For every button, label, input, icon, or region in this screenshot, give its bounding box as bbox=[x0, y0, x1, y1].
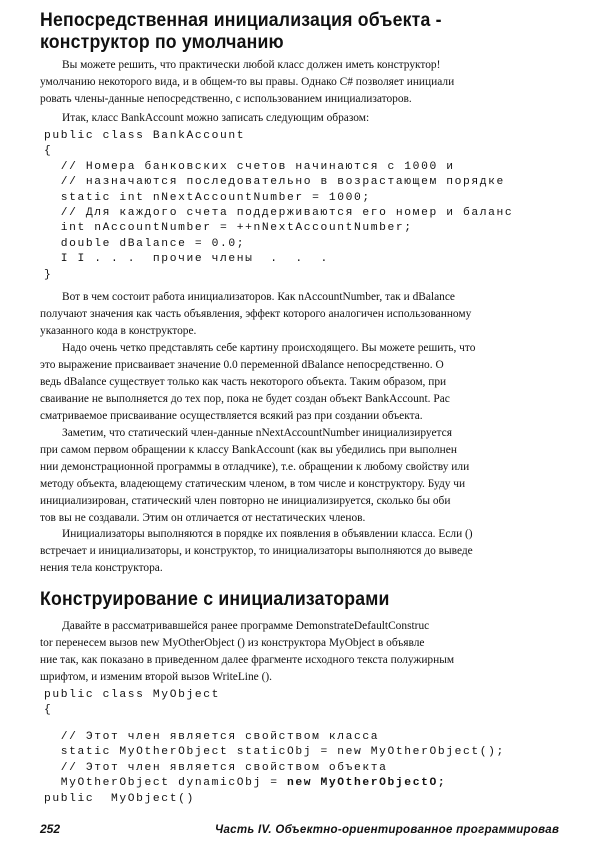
text-line: ние так, как показано в приведенном далее фрагменте исходного текста полужирным bbox=[40, 654, 455, 666]
code-line: // Этот член является свойством объекта bbox=[44, 761, 388, 774]
code-line: I I . . . прочие члены . . . bbox=[44, 253, 329, 266]
paragraph-static-member bbox=[40, 425, 570, 527]
code-line: { bbox=[44, 145, 53, 158]
code-line: public class BankAccount bbox=[44, 130, 246, 142]
text-line: сматриваемое присваивание осуществляется всякий раз при создании объекта. bbox=[40, 410, 423, 422]
code-block-myobject-header bbox=[44, 688, 574, 719]
text-line: умолчанию некоторого вида, и в общем-то вы правы. Однако C# позволяет инициали bbox=[40, 76, 455, 88]
code-line: static MyOtherObject staticObj = new MyOtherObject(); bbox=[44, 746, 505, 759]
text-line: Итак, класс BankAccount можно записать следующим образом: bbox=[62, 112, 370, 124]
text-line: методу объекта, владеющему статическим членом, в том числе и конструктору. Буду чи bbox=[40, 478, 466, 490]
paragraph-order bbox=[40, 526, 570, 577]
text-line: ведь dBalance существует только как часть некоторого объекта. Таким образом, при bbox=[40, 376, 447, 388]
paragraph-intro bbox=[40, 57, 570, 108]
text-line: tor перенесем вызов new MyOtherObject () из конструктора MyObject в объявле bbox=[40, 637, 425, 649]
text-line: получают значения как часть объявления, эффект которого аналогичен использованному bbox=[40, 308, 472, 320]
code-bold-fragment: new MyOtherObjectO; bbox=[287, 777, 447, 790]
code-line: } bbox=[44, 268, 53, 281]
text-line: при самом первом обращении к классу BankAccount (как вы убедились при выполнен bbox=[40, 444, 457, 456]
code-line: // назначаются последовательно в возрастающем порядке bbox=[44, 176, 505, 189]
code-line: MyOtherObject dynamicObj = bbox=[44, 777, 287, 790]
text-line: сваивание не выполняется до тех пор, пока не будет создан объект BankAccount. Рас bbox=[40, 393, 450, 405]
paragraph-bankaccount-lead bbox=[40, 110, 570, 127]
text-line: шрифтом, и изменим второй вызов WriteLine (). bbox=[40, 671, 273, 683]
code-line: // Для каждого счета поддерживаются его номер и баланс bbox=[44, 207, 514, 220]
text-line: Заметим, что статический член-данные nNextAccountNumber инициализируется bbox=[62, 427, 452, 439]
text-line: нения тела конструктора. bbox=[40, 562, 163, 574]
text-line: Вы можете решить, что практически любой класс должен иметь конструктор! bbox=[62, 59, 441, 71]
code-line: // Номера банковских счетов начинаются с 1000 и bbox=[44, 160, 455, 173]
text-line: инициализирован, статический член повторно не инициализируется, сколько бы оби bbox=[40, 495, 451, 507]
text-line: указанного кода в конструкторе. bbox=[40, 325, 197, 337]
heading-line: Непосредственная инициализация объекта - bbox=[40, 10, 442, 31]
code-block-bankaccount bbox=[44, 129, 574, 283]
paragraph-demonstrate bbox=[40, 618, 570, 686]
text-line: тов вы не создавали. Этим он отличается от нестатических членов. bbox=[40, 512, 366, 524]
code-block-myobject-body bbox=[44, 730, 574, 807]
paragraph-assignment bbox=[40, 340, 570, 425]
paragraph-initializers bbox=[40, 289, 570, 340]
heading-line: конструктор по умолчанию bbox=[40, 32, 284, 53]
section-heading-direct-initialization bbox=[40, 10, 542, 54]
page-footer bbox=[40, 822, 580, 842]
code-line: public class MyObject bbox=[44, 689, 220, 701]
code-line: int nAccountNumber = ++nNextAccountNumber; bbox=[44, 222, 413, 235]
text-line: встречает и инициализаторы, и конструктор, то инициализаторы выполняются до выведе bbox=[40, 545, 473, 557]
section-heading-construction bbox=[40, 589, 542, 611]
code-line: static int nNextAccountNumber = 1000; bbox=[44, 191, 371, 204]
text-line: Вот в чем состоит работа инициализаторов. Как nAccountNumber, так и dBalance bbox=[62, 291, 455, 303]
text-line: нии демонстрационной программы в отладчике), т.е. обращении к любому свойству или bbox=[40, 461, 470, 473]
page-number: 252 bbox=[40, 822, 61, 836]
text-line: это выражение присваивает значение 0.0 переменной dBalance непосредственно. О bbox=[40, 359, 444, 371]
running-footer-title: Часть IV. Объектно-ориентированное программировав bbox=[215, 824, 560, 836]
code-line: { bbox=[44, 704, 53, 717]
text-line: Давайте в рассматривавшейся ранее программе DemonstrateDefaultConstruc bbox=[62, 620, 430, 632]
code-line: // Этот член является свойством класса bbox=[44, 731, 380, 743]
code-line: public MyObject() bbox=[44, 792, 195, 805]
text-line: Надо очень четко представлять себе картину происходящего. Вы можете решить, что bbox=[62, 342, 476, 354]
text-line: Инициализаторы выполняются в порядке их появления в объявлении класса. Если () bbox=[62, 528, 473, 540]
text-line: ровать члены-данные непосредственно, с использованием инициализаторов. bbox=[40, 93, 412, 105]
code-line: double dBalance = 0.0; bbox=[44, 237, 246, 250]
heading-line: Конструирование с инициализаторами bbox=[40, 589, 390, 610]
